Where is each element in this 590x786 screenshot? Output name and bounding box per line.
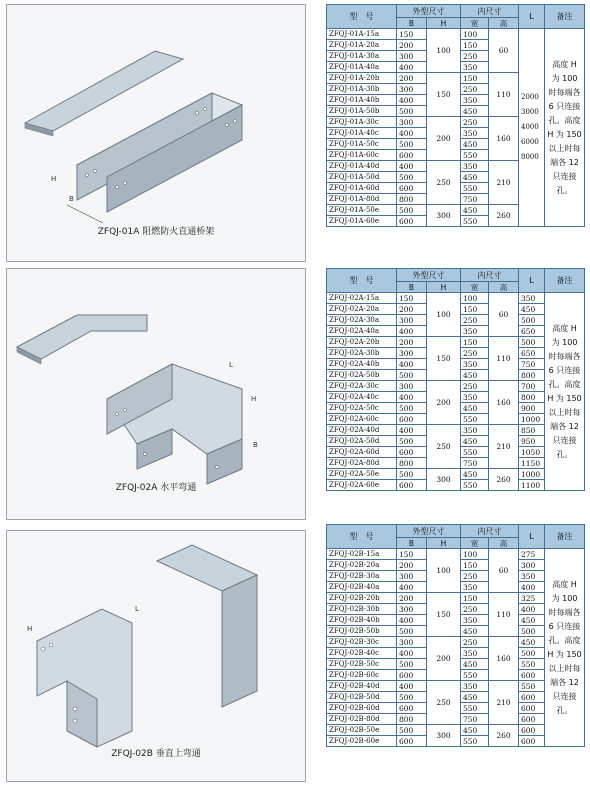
model-cell: ZFQJ-02B-80d xyxy=(327,714,397,725)
header-inner-width: 宽 xyxy=(461,538,489,549)
length-cell: 500 xyxy=(519,648,545,659)
header-note: 备注 xyxy=(545,525,585,549)
b-cell: 400 xyxy=(397,425,427,436)
inner-width-cell: 450 xyxy=(461,370,489,381)
model-cell: ZFQJ-01A-50d xyxy=(327,172,397,183)
b-cell: 400 xyxy=(397,582,427,593)
model-cell: ZFQJ-02A-40a xyxy=(327,326,397,337)
inner-width-cell: 350 xyxy=(461,425,489,436)
length-cell: 1000 xyxy=(519,414,545,425)
model-cell: ZFQJ-01A-50e xyxy=(327,205,397,216)
h-cell: 250 xyxy=(427,425,461,469)
length-cell: 350 xyxy=(519,571,545,582)
table-row xyxy=(327,293,585,304)
b-cell: 500 xyxy=(397,469,427,480)
header-inner-height: 高 xyxy=(489,282,519,293)
header-inner-height: 高 xyxy=(489,538,519,549)
note-cell: 高度 H 为 100 时每端各 6 只连接孔。高度 H 为 150 以上时每端各 12 只连接孔。 xyxy=(545,29,585,227)
inner-width-cell: 250 xyxy=(461,51,489,62)
inner-height-cell: 210 xyxy=(489,425,519,469)
note-cell: 高度 H 为 100 时每端各 6 只连接孔。高度 H 为 150 以上时每端各 12 只连接孔。 xyxy=(545,549,585,747)
length-cell: 500 xyxy=(519,626,545,637)
inner-height-cell: 260 xyxy=(489,205,519,227)
model-cell: ZFQJ-01A-60d xyxy=(327,183,397,194)
inner-height-cell: 160 xyxy=(489,637,519,681)
inner-width-cell: 250 xyxy=(461,637,489,648)
length-cell: 1100 xyxy=(519,480,545,491)
inner-width-cell: 550 xyxy=(461,216,489,227)
header-length: L xyxy=(519,269,545,293)
b-cell: 300 xyxy=(397,637,427,648)
model-cell: ZFQJ-02B-40b xyxy=(327,615,397,626)
model-cell: ZFQJ-02B-40d xyxy=(327,681,397,692)
b-cell: 500 xyxy=(397,692,427,703)
b-cell: 600 xyxy=(397,150,427,161)
header-b: B xyxy=(397,282,427,293)
inner-height-cell: 60 xyxy=(489,293,519,337)
b-cell: 500 xyxy=(397,370,427,381)
inner-width-cell: 250 xyxy=(461,84,489,95)
inner-width-cell: 350 xyxy=(461,582,489,593)
h-cell: 150 xyxy=(427,337,461,381)
b-cell: 500 xyxy=(397,205,427,216)
inner-width-cell: 150 xyxy=(461,73,489,84)
inner-width-cell: 250 xyxy=(461,117,489,128)
model-cell: ZFQJ-01A-30c xyxy=(327,117,397,128)
length-cell: 300 xyxy=(519,560,545,571)
svg-text:H: H xyxy=(51,175,57,183)
model-cell: ZFQJ-01A-20a xyxy=(327,40,397,51)
length-cell: 750 xyxy=(519,359,545,370)
header-outer-size: 外型尺寸 xyxy=(397,5,461,18)
header-h: H xyxy=(427,282,461,293)
length-cell: 800 xyxy=(519,392,545,403)
b-cell: 300 xyxy=(397,571,427,582)
inner-width-cell: 150 xyxy=(461,40,489,51)
inner-width-cell: 350 xyxy=(461,62,489,73)
b-cell: 600 xyxy=(397,447,427,458)
h-cell: 300 xyxy=(427,725,461,747)
header-inner-width: 宽 xyxy=(461,18,489,29)
b-cell: 300 xyxy=(397,315,427,326)
model-cell: ZFQJ-02B-60d xyxy=(327,703,397,714)
inner-height-cell: 210 xyxy=(489,681,519,725)
b-cell: 150 xyxy=(397,293,427,304)
model-cell: ZFQJ-02A-60d xyxy=(327,447,397,458)
length-cell: 450 xyxy=(519,304,545,315)
b-cell: 400 xyxy=(397,359,427,370)
svg-text:H: H xyxy=(251,395,257,403)
b-cell: 200 xyxy=(397,337,427,348)
svg-text:B: B xyxy=(253,441,258,449)
b-cell: 600 xyxy=(397,670,427,681)
model-cell: ZFQJ-02A-50b xyxy=(327,370,397,381)
b-cell: 400 xyxy=(397,95,427,106)
model-cell: ZFQJ-02B-20a xyxy=(327,560,397,571)
model-cell: ZFQJ-02B-30b xyxy=(327,604,397,615)
spec-table-02b xyxy=(326,524,585,747)
inner-width-cell: 150 xyxy=(461,304,489,315)
spec-table-01a xyxy=(326,4,585,227)
b-cell: 800 xyxy=(397,714,427,725)
model-cell: ZFQJ-02A-60e xyxy=(327,480,397,491)
header-b: B xyxy=(397,538,427,549)
header-inner-size: 内尺寸 xyxy=(461,5,519,18)
b-cell: 500 xyxy=(397,659,427,670)
model-cell: ZFQJ-01A-30b xyxy=(327,84,397,95)
b-cell: 600 xyxy=(397,414,427,425)
h-cell: 200 xyxy=(427,637,461,681)
length-cell: 1050 xyxy=(519,447,545,458)
b-cell: 200 xyxy=(397,40,427,51)
length-cell: 500 xyxy=(519,337,545,348)
h-cell: 250 xyxy=(427,161,461,205)
illustration-panel-02a xyxy=(6,268,306,520)
inner-width-cell: 100 xyxy=(461,29,489,40)
inner-width-cell: 150 xyxy=(461,337,489,348)
model-cell: ZFQJ-01A-40b xyxy=(327,95,397,106)
illustration-panel-02b xyxy=(6,530,306,782)
model-cell: ZFQJ-02B-15a xyxy=(327,549,397,560)
inner-width-cell: 350 xyxy=(461,648,489,659)
inner-width-cell: 450 xyxy=(461,139,489,150)
model-cell: ZFQJ-02A-20a xyxy=(327,304,397,315)
inner-width-cell: 250 xyxy=(461,571,489,582)
svg-text:B: B xyxy=(69,195,74,203)
b-cell: 200 xyxy=(397,560,427,571)
model-cell: ZFQJ-02A-20b xyxy=(327,337,397,348)
header-length: L xyxy=(519,5,545,29)
inner-width-cell: 350 xyxy=(461,615,489,626)
inner-width-cell: 100 xyxy=(461,549,489,560)
inner-width-cell: 450 xyxy=(461,106,489,117)
illustration-panel-01a xyxy=(6,4,306,262)
b-cell: 300 xyxy=(397,84,427,95)
inner-height-cell: 110 xyxy=(489,73,519,117)
b-cell: 200 xyxy=(397,304,427,315)
model-cell: ZFQJ-02A-30a xyxy=(327,315,397,326)
length-cell: 600 xyxy=(519,670,545,681)
model-cell: ZFQJ-02B-30a xyxy=(327,571,397,582)
b-cell: 500 xyxy=(397,106,427,117)
model-cell: ZFQJ-01A-30a xyxy=(327,51,397,62)
b-cell: 800 xyxy=(397,194,427,205)
model-cell: ZFQJ-02A-40b xyxy=(327,359,397,370)
svg-text:H: H xyxy=(27,625,33,633)
length-cell: 275 xyxy=(519,549,545,560)
inner-width-cell: 450 xyxy=(461,172,489,183)
header-inner-size: 内尺寸 xyxy=(461,269,519,282)
b-cell: 400 xyxy=(397,648,427,659)
b-cell: 800 xyxy=(397,458,427,469)
model-cell: ZFQJ-01A-60e xyxy=(327,216,397,227)
length-cell: 350 xyxy=(519,293,545,304)
inner-width-cell: 450 xyxy=(461,725,489,736)
header-outer-size: 外型尺寸 xyxy=(397,269,461,282)
inner-width-cell: 550 xyxy=(461,736,489,747)
model-cell: ZFQJ-02B-50e xyxy=(327,725,397,736)
inner-width-cell: 450 xyxy=(461,469,489,480)
b-cell: 300 xyxy=(397,381,427,392)
header-model: 型 号 xyxy=(327,269,397,293)
model-cell: ZFQJ-01A-40c xyxy=(327,128,397,139)
length-cell: 500 xyxy=(519,315,545,326)
table-row xyxy=(327,549,585,560)
header-outer-size: 外型尺寸 xyxy=(397,525,461,538)
h-cell: 150 xyxy=(427,73,461,117)
inner-width-cell: 550 xyxy=(461,414,489,425)
model-cell: ZFQJ-02A-40c xyxy=(327,392,397,403)
inner-width-cell: 150 xyxy=(461,593,489,604)
inner-width-cell: 350 xyxy=(461,326,489,337)
model-cell: ZFQJ-02B-40c xyxy=(327,648,397,659)
model-cell: ZFQJ-02A-60c xyxy=(327,414,397,425)
caption-01a: ZFQJ-01A 阻燃防火直通桥架 xyxy=(97,227,215,237)
length-cell: 1000 xyxy=(519,469,545,480)
header-inner-height: 高 xyxy=(489,18,519,29)
inner-width-cell: 750 xyxy=(461,714,489,725)
length-cell: 1150 xyxy=(519,458,545,469)
model-cell: ZFQJ-02A-50d xyxy=(327,436,397,447)
b-cell: 400 xyxy=(397,62,427,73)
length-cell: 850 xyxy=(519,425,545,436)
b-cell: 600 xyxy=(397,736,427,747)
b-cell: 400 xyxy=(397,326,427,337)
model-cell: ZFQJ-01A-60c xyxy=(327,150,397,161)
inner-height-cell: 60 xyxy=(489,29,519,73)
model-cell: ZFQJ-02B-50b xyxy=(327,626,397,637)
inner-height-cell: 110 xyxy=(489,337,519,381)
h-cell: 100 xyxy=(427,293,461,337)
b-cell: 200 xyxy=(397,593,427,604)
inner-width-cell: 100 xyxy=(461,293,489,304)
svg-text:L: L xyxy=(135,605,139,613)
b-cell: 400 xyxy=(397,161,427,172)
model-cell: ZFQJ-02B-50d xyxy=(327,692,397,703)
b-cell: 400 xyxy=(397,615,427,626)
inner-width-cell: 250 xyxy=(461,604,489,615)
model-cell: ZFQJ-01A-50c xyxy=(327,139,397,150)
inner-width-cell: 250 xyxy=(461,315,489,326)
inner-height-cell: 260 xyxy=(489,469,519,491)
b-cell: 500 xyxy=(397,172,427,183)
inner-width-cell: 450 xyxy=(461,403,489,414)
inner-width-cell: 450 xyxy=(461,692,489,703)
caption-02a: ZFQJ-02A 水平弯通 xyxy=(115,483,197,493)
inner-width-cell: 750 xyxy=(461,194,489,205)
b-cell: 150 xyxy=(397,29,427,40)
inner-width-cell: 250 xyxy=(461,381,489,392)
length-cell: 400 xyxy=(519,582,545,593)
model-cell: ZFQJ-02B-40a xyxy=(327,582,397,593)
length-cell: 600 xyxy=(519,692,545,703)
inner-width-cell: 350 xyxy=(461,392,489,403)
header-length: L xyxy=(519,525,545,549)
inner-width-cell: 450 xyxy=(461,205,489,216)
svg-text:L: L xyxy=(229,361,233,369)
inner-width-cell: 150 xyxy=(461,560,489,571)
model-cell: ZFQJ-02B-60c xyxy=(327,670,397,681)
b-cell: 300 xyxy=(397,604,427,615)
length-cell: 325 xyxy=(519,593,545,604)
header-model: 型 号 xyxy=(327,5,397,29)
header-h: H xyxy=(427,538,461,549)
inner-height-cell: 160 xyxy=(489,117,519,161)
length-cell: 550 xyxy=(519,659,545,670)
length-cell: 2000 3000 4000 6000 8000 xyxy=(519,29,545,227)
b-cell: 500 xyxy=(397,436,427,447)
inner-width-cell: 350 xyxy=(461,161,489,172)
b-cell: 600 xyxy=(397,216,427,227)
b-cell: 500 xyxy=(397,725,427,736)
b-cell: 500 xyxy=(397,403,427,414)
b-cell: 300 xyxy=(397,117,427,128)
length-cell: 600 xyxy=(519,703,545,714)
model-cell: ZFQJ-02A-30b xyxy=(327,348,397,359)
length-cell: 650 xyxy=(519,348,545,359)
model-cell: ZFQJ-02B-50c xyxy=(327,659,397,670)
h-cell: 250 xyxy=(427,681,461,725)
length-cell: 900 xyxy=(519,403,545,414)
h-cell: 200 xyxy=(427,117,461,161)
b-cell: 400 xyxy=(397,681,427,692)
length-cell: 700 xyxy=(519,381,545,392)
length-cell: 400 xyxy=(519,604,545,615)
length-cell: 600 xyxy=(519,725,545,736)
length-cell: 950 xyxy=(519,436,545,447)
inner-height-cell: 210 xyxy=(489,161,519,205)
model-cell: ZFQJ-02A-80d xyxy=(327,458,397,469)
inner-width-cell: 350 xyxy=(461,359,489,370)
vertical-up-bend-illustration xyxy=(7,531,305,781)
model-cell: ZFQJ-02B-20b xyxy=(327,593,397,604)
model-cell: ZFQJ-02A-50c xyxy=(327,403,397,414)
model-cell: ZFQJ-02A-30c xyxy=(327,381,397,392)
inner-width-cell: 250 xyxy=(461,348,489,359)
b-cell: 600 xyxy=(397,183,427,194)
h-cell: 150 xyxy=(427,593,461,637)
caption-02b: ZFQJ-02B 垂直上弯通 xyxy=(111,749,201,759)
header-inner-width: 宽 xyxy=(461,282,489,293)
b-cell: 400 xyxy=(397,128,427,139)
header-model: 型 号 xyxy=(327,525,397,549)
model-cell: ZFQJ-02A-50e xyxy=(327,469,397,480)
model-cell: ZFQJ-01A-80d xyxy=(327,194,397,205)
inner-width-cell: 550 xyxy=(461,670,489,681)
length-cell: 600 xyxy=(519,736,545,747)
model-cell: ZFQJ-02A-40d xyxy=(327,425,397,436)
model-cell: ZFQJ-01A-15a xyxy=(327,29,397,40)
table-row xyxy=(327,29,585,40)
model-cell: ZFQJ-02A-15a xyxy=(327,293,397,304)
b-cell: 600 xyxy=(397,703,427,714)
inner-width-cell: 350 xyxy=(461,128,489,139)
model-cell: ZFQJ-02B-30c xyxy=(327,637,397,648)
length-cell: 450 xyxy=(519,615,545,626)
b-cell: 500 xyxy=(397,626,427,637)
model-cell: ZFQJ-01A-40a xyxy=(327,62,397,73)
length-cell: 550 xyxy=(519,681,545,692)
length-cell: 600 xyxy=(519,714,545,725)
model-cell: ZFQJ-01A-50b xyxy=(327,106,397,117)
length-cell: 650 xyxy=(519,326,545,337)
inner-width-cell: 750 xyxy=(461,458,489,469)
inner-width-cell: 550 xyxy=(461,703,489,714)
inner-height-cell: 110 xyxy=(489,593,519,637)
h-cell: 300 xyxy=(427,469,461,491)
inner-width-cell: 350 xyxy=(461,681,489,692)
header-inner-size: 内尺寸 xyxy=(461,525,519,538)
b-cell: 500 xyxy=(397,139,427,150)
model-cell: ZFQJ-01A-40d xyxy=(327,161,397,172)
spec-table-02a xyxy=(326,268,585,491)
inner-width-cell: 550 xyxy=(461,480,489,491)
h-cell: 100 xyxy=(427,29,461,73)
h-cell: 200 xyxy=(427,381,461,425)
inner-width-cell: 350 xyxy=(461,95,489,106)
header-note: 备注 xyxy=(545,269,585,293)
h-cell: 300 xyxy=(427,205,461,227)
inner-width-cell: 550 xyxy=(461,447,489,458)
header-b: B xyxy=(397,18,427,29)
b-cell: 200 xyxy=(397,73,427,84)
inner-width-cell: 450 xyxy=(461,659,489,670)
h-cell: 100 xyxy=(427,549,461,593)
note-cell: 高度 H 为 100 时每端各 6 只连接孔。高度 H 为 150 以上时每端各 12 只连接孔。 xyxy=(545,293,585,491)
inner-width-cell: 450 xyxy=(461,436,489,447)
b-cell: 150 xyxy=(397,549,427,560)
header-h: H xyxy=(427,18,461,29)
length-cell: 800 xyxy=(519,370,545,381)
header-note: 备注 xyxy=(545,5,585,29)
b-cell: 600 xyxy=(397,480,427,491)
model-cell: ZFQJ-01A-20b xyxy=(327,73,397,84)
inner-width-cell: 550 xyxy=(461,183,489,194)
inner-height-cell: 60 xyxy=(489,549,519,593)
inner-width-cell: 450 xyxy=(461,626,489,637)
model-cell: ZFQJ-02B-60e xyxy=(327,736,397,747)
straight-tray-illustration xyxy=(7,5,305,261)
inner-width-cell: 550 xyxy=(461,150,489,161)
b-cell: 300 xyxy=(397,51,427,62)
inner-height-cell: 260 xyxy=(489,725,519,747)
inner-height-cell: 160 xyxy=(489,381,519,425)
b-cell: 400 xyxy=(397,392,427,403)
b-cell: 300 xyxy=(397,348,427,359)
length-cell: 450 xyxy=(519,637,545,648)
